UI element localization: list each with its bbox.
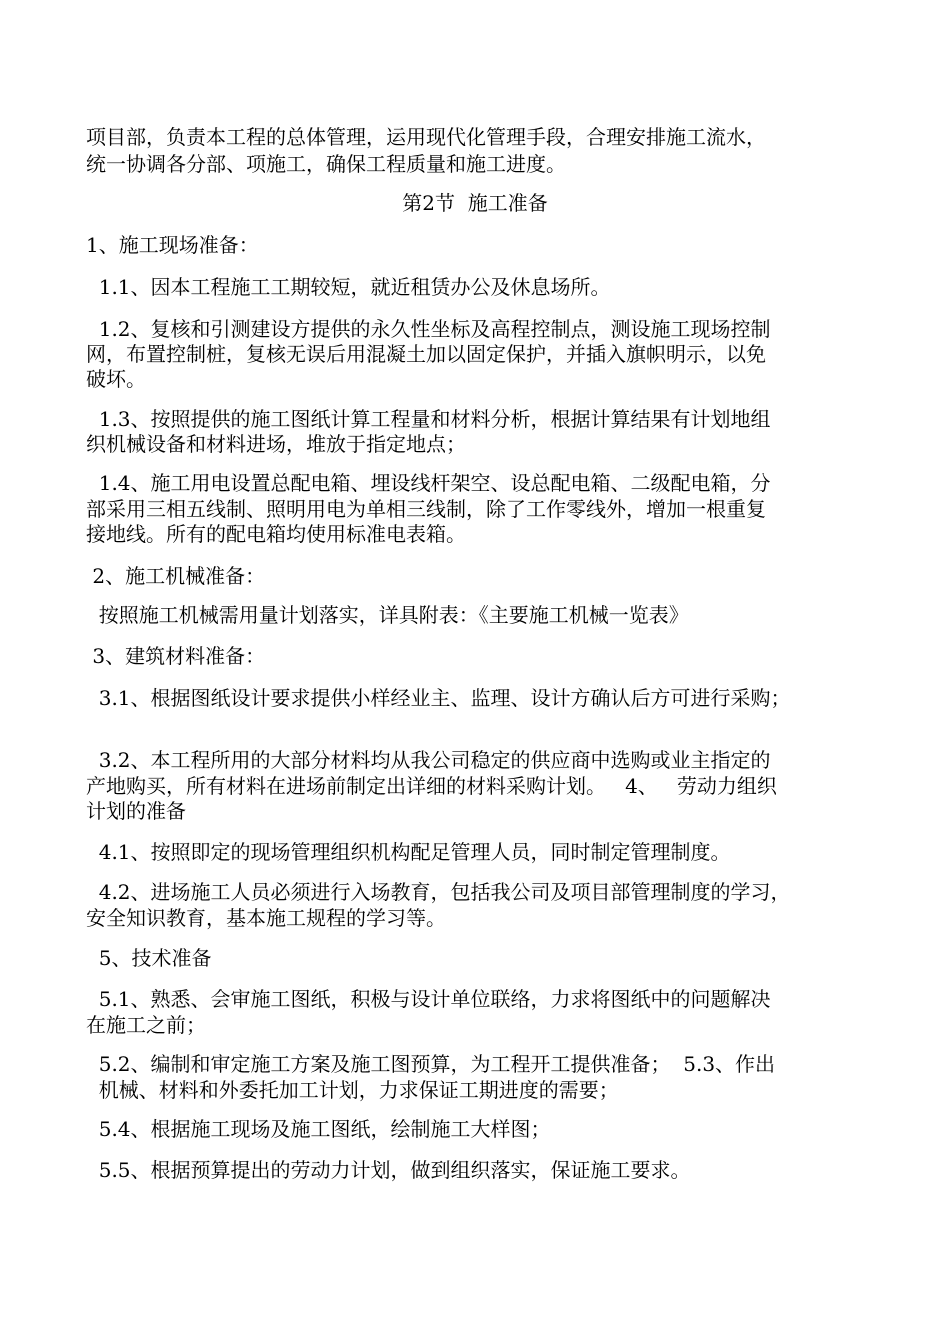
paragraph-line: 破坏。 xyxy=(86,367,146,391)
paragraph-line: 按照施工机械需用量计划落实，详具附表：《主要施工机械一览表》 xyxy=(86,603,689,627)
paragraph-line: 5.5、根据预算提出的劳动力计划，做到组织落实，保证施工要求。 xyxy=(86,1158,691,1182)
paragraph-line: 机械、材料和外委托加工计划，力求保证工期进度的需要； xyxy=(86,1078,619,1102)
paragraph-line: 项目部，负责本工程的总体管理，运用现代化管理手段，合理安排施工流水， xyxy=(86,125,766,149)
section-heading: 第2节 施工准备 xyxy=(402,191,548,215)
paragraph-line: 1.3、按照提供的施工图纸计算工程量和材料分析，根据计算结果有计划地组 xyxy=(86,407,771,431)
paragraph-line: 1.4、施工用电设置总配电箱、埋设线杆架空、设总配电箱、二级配电箱，分 xyxy=(86,471,771,495)
paragraph-line: 统一协调各分部、项施工，确保工程质量和施工进度。 xyxy=(86,152,566,176)
paragraph-line: 3.2、本工程所用的大部分材料均从我公司稳定的供应商中选购或业主指定的 xyxy=(86,748,771,772)
paragraph-line: 3.1、根据图纸设计要求提供小样经业主、监理、设计方确认后方可进行采购； xyxy=(86,686,791,710)
subsection-heading: 2、施工机械准备： xyxy=(86,564,266,588)
paragraph-line: 计划的准备 xyxy=(86,799,186,823)
paragraph-line: 部采用三相五线制、照明用电为单相三线制，除了工作零线外，增加一根重复 xyxy=(86,497,766,521)
paragraph-line: 网，布置控制桩，复核无误后用混凝土加以固定保护，并插入旗帜明示，以免 xyxy=(86,342,766,366)
paragraph-line: 在施工之前； xyxy=(86,1013,206,1037)
subsection-heading: 3、建筑材料准备： xyxy=(86,644,266,668)
paragraph-line: 4.1、按照即定的现场管理组织机构配足管理人员，同时制定管理制度。 xyxy=(86,840,731,864)
paragraph-line: 产地购买，所有材料在进场前制定出详细的材料采购计划。 4、 劳动力组织 xyxy=(86,774,777,798)
paragraph-line: 安全知识教育，基本施工规程的学习等。 xyxy=(86,906,446,930)
paragraph-line: 1.1、因本工程施工工期较短，就近租赁办公及休息场所。 xyxy=(86,275,611,299)
paragraph-line: 织机械设备和材料进场，堆放于指定地点； xyxy=(86,432,466,456)
paragraph-line: 5.1、熟悉、会审施工图纸，积极与设计单位联络，力求将图纸中的问题解决 xyxy=(86,987,771,1011)
paragraph-line: 5.4、根据施工现场及施工图纸，绘制施工大样图； xyxy=(86,1117,551,1141)
subsection-heading: 5、技术准备 xyxy=(86,946,212,970)
paragraph-line: 5.2、编制和审定施工方案及施工图预算，为工程开工提供准备； 5.3、作出 xyxy=(86,1052,776,1076)
paragraph-line: 1.2、复核和引测建设方提供的永久性坐标及高程控制点，测设施工现场控制 xyxy=(86,317,771,341)
subsection-heading: 1、施工现场准备： xyxy=(86,233,259,257)
paragraph-line: 接地线。所有的配电箱均使用标准电表箱。 xyxy=(86,522,466,546)
paragraph-line: 4.2、进场施工人员必须进行入场教育，包括我公司及项目部管理制度的学习， xyxy=(86,880,791,904)
